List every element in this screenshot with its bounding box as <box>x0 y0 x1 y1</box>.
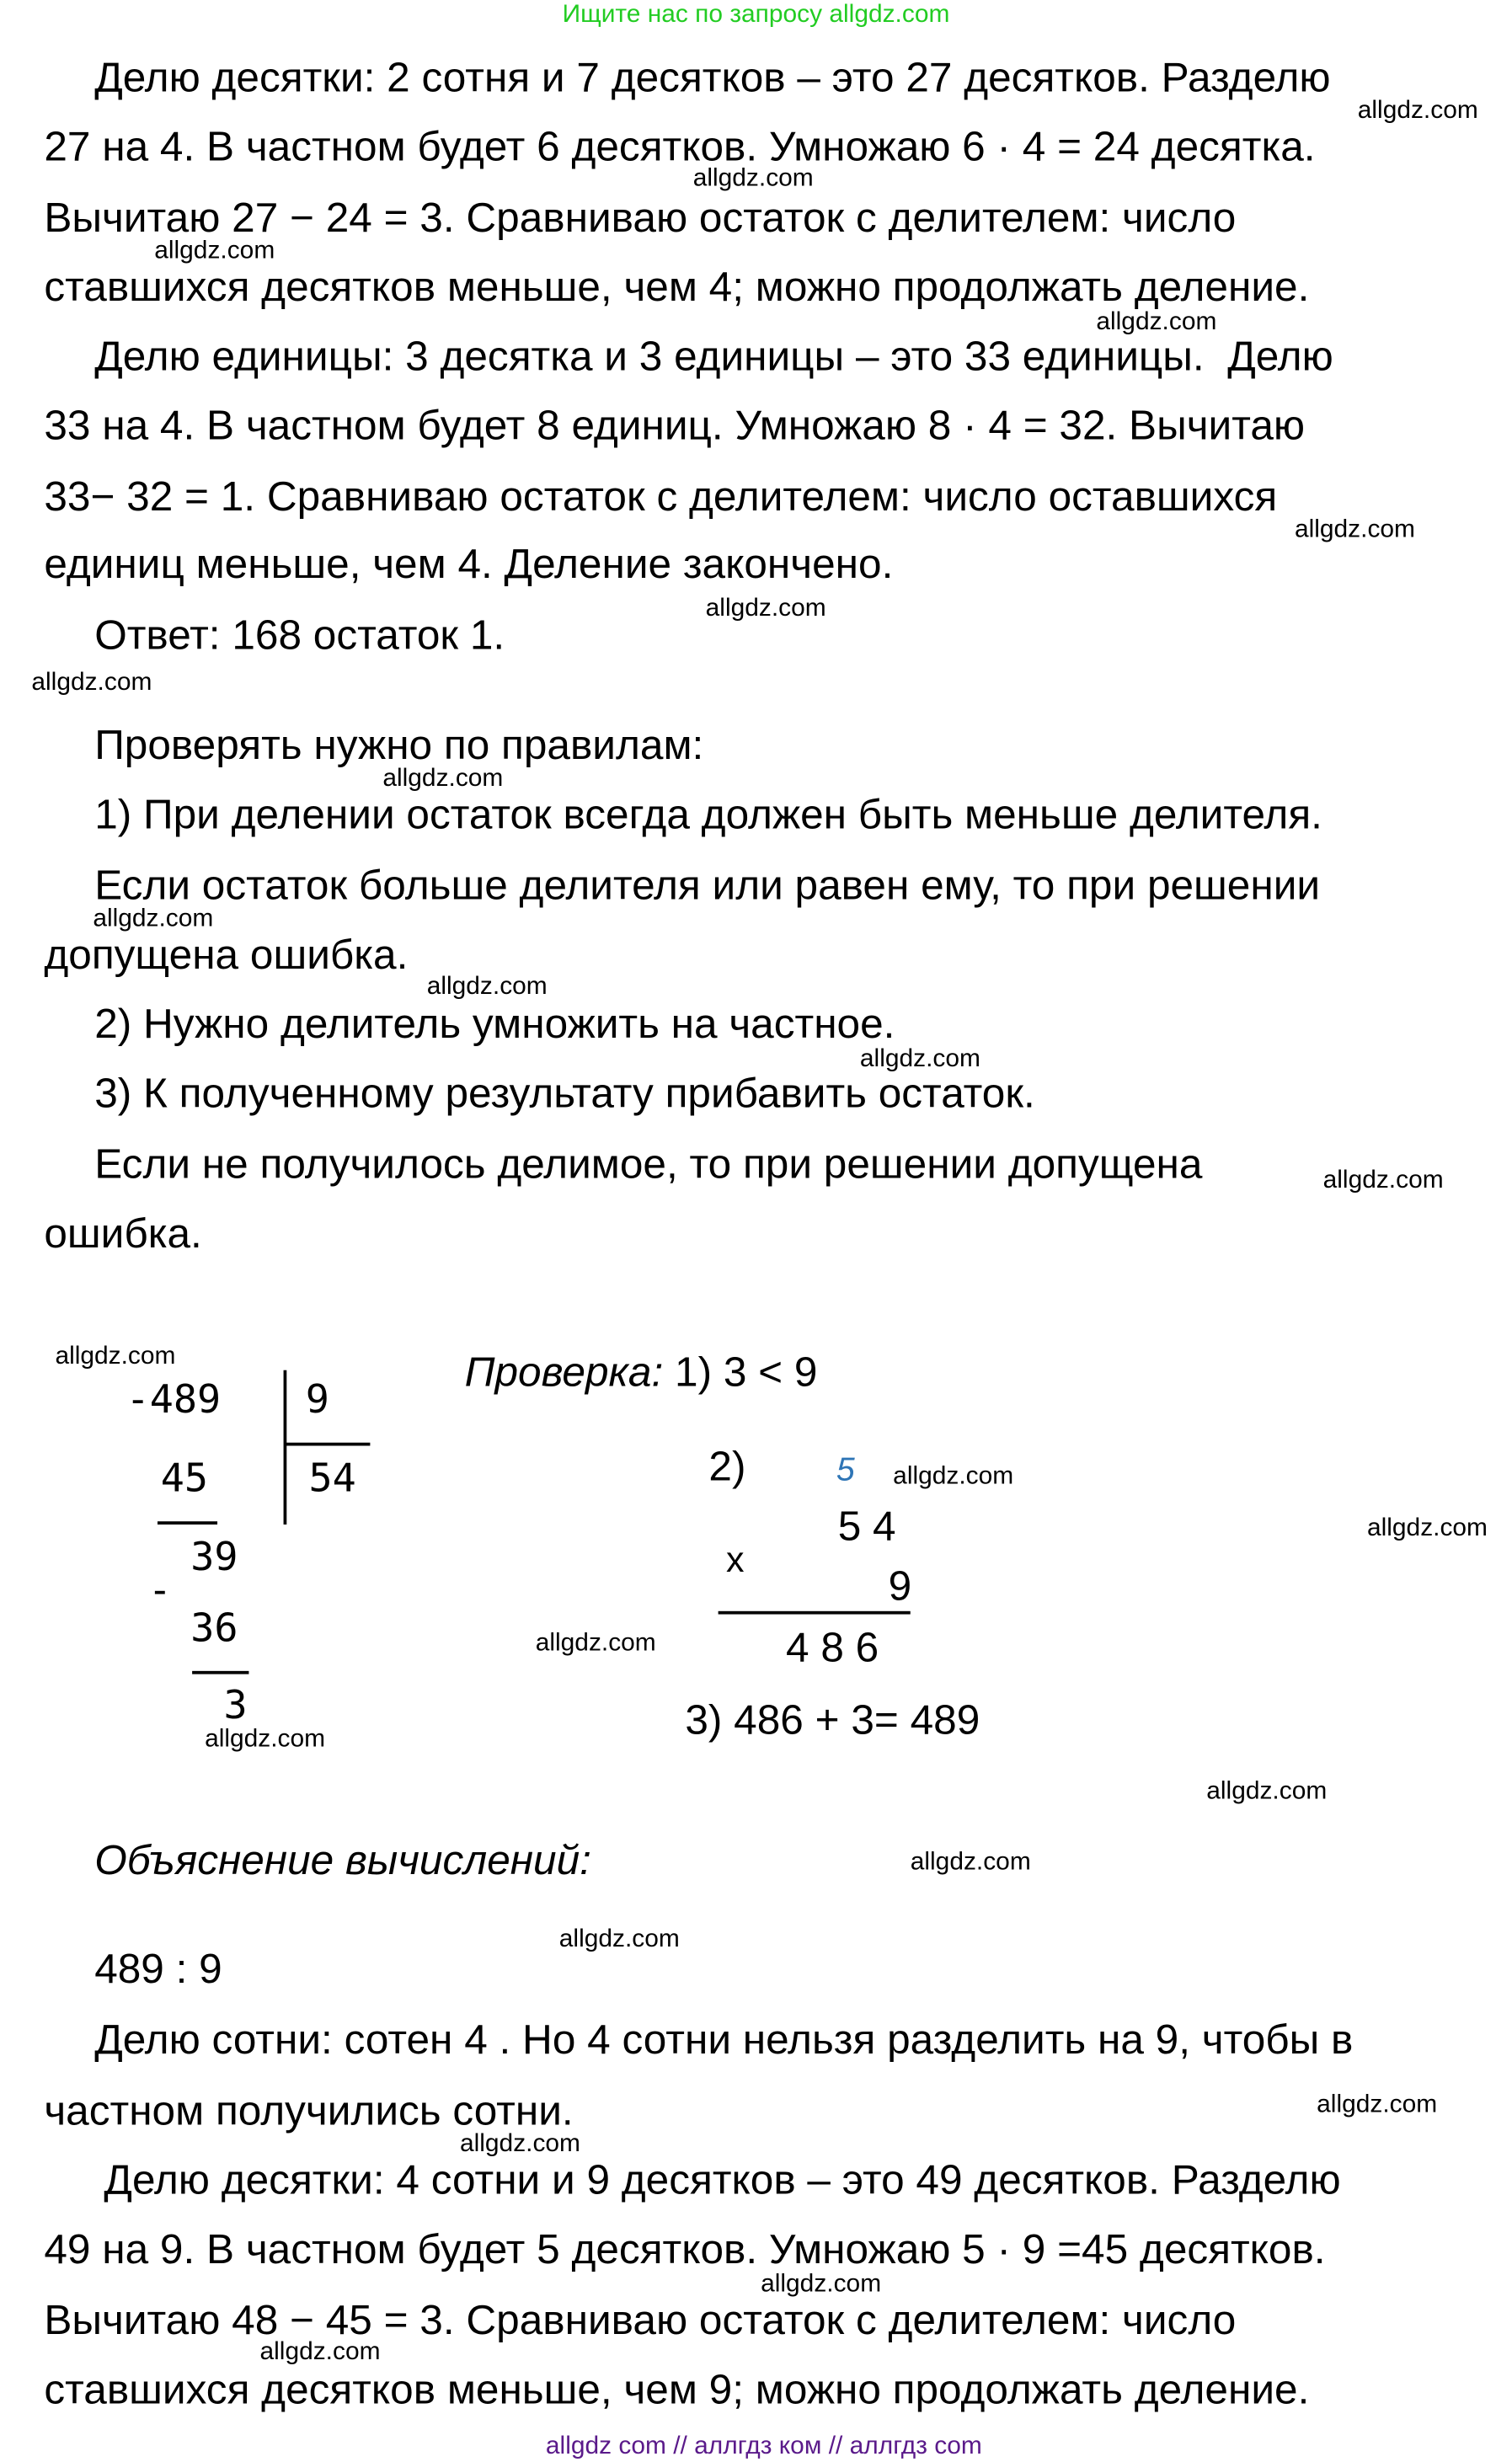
watermark: allgdz.com <box>692 165 814 193</box>
text-line: Вычитаю 48 − 45 = 3. Сравниваю остаток с делителем: число <box>44 2296 1237 2344</box>
rules-heading: Проверять нужно по правилам: <box>94 721 704 769</box>
check-rule-3: 3) 486 + 3= 489 <box>685 1696 980 1744</box>
watermark: allgdz.com <box>154 238 275 265</box>
check-label: Проверка: <box>464 1348 664 1396</box>
division-vertical-line <box>284 1370 287 1525</box>
watermark: allgdz.com <box>893 1463 1014 1490</box>
check-line-1 <box>465 1348 818 1396</box>
division-line <box>192 1671 248 1674</box>
text-line: Делю единицы: 3 десятка и 3 единицы – это 33 единицы. Делю <box>94 332 1333 380</box>
watermark: allgdz.com <box>1294 516 1415 544</box>
division-minus: - <box>147 1567 172 1613</box>
watermark: allgdz.com <box>205 1726 326 1754</box>
text-line: 33 на 4. В частном будет 8 единиц. Умножаю 8 · 4 = 32. Вычитаю <box>44 401 1306 449</box>
text-line: Делю десятки: 4 сотни и 9 десятков – это 49 десятков. Разделю <box>104 2155 1341 2203</box>
watermark: allgdz.com <box>558 1925 680 1953</box>
text-line: 27 на 4. В частном будет 6 десятков. Умножаю 6 · 4 = 24 десятка. <box>44 122 1316 170</box>
text-line: Если остаток больше делителя или равен ему, то при решении <box>94 861 1321 909</box>
watermark: allgdz.com <box>859 1045 980 1073</box>
check-rule-2-label: 2) <box>708 1442 746 1490</box>
text-line: допущена ошибка. <box>44 931 409 979</box>
quotient: 54 <box>308 1455 356 1501</box>
answer-line: Ответ: 168 остаток 1. <box>94 611 505 659</box>
expression: 489 : 9 <box>94 1945 222 1993</box>
text-line: 49 на 9. В частном будет 5 десятков. Умножаю 5 · 9 =45 десятков. <box>44 2225 1326 2273</box>
footer-links[interactable]: allgdz com // аллгдз ком // аллгдз com <box>545 2433 982 2460</box>
watermark: allgdz.com <box>55 1343 176 1370</box>
watermark: allgdz.com <box>1317 2091 1438 2118</box>
multiplication-line <box>719 1611 911 1615</box>
watermark: allgdz.com <box>426 973 548 1001</box>
dividend: -489 <box>126 1376 222 1423</box>
text-line: ставшихся десятков меньше, чем 4; можно продолжать деление. <box>44 263 1310 311</box>
rule-2: 2) Нужно делитель умножить на частное. <box>94 1000 895 1048</box>
watermark: allgdz.com <box>1096 308 1217 336</box>
text-line: Делю сотни: сотен 4 . Но 4 сотни нельзя разделить на 9, чтобы в <box>94 2016 1354 2064</box>
division-line <box>158 1521 217 1525</box>
division-horizontal-line <box>285 1443 370 1446</box>
watermark: allgdz.com <box>1322 1167 1444 1194</box>
text-line: Делю десятки: 2 сотня и 7 десятков – это 27 десятков. Разделю <box>94 53 1331 101</box>
remainder: 3 <box>223 1681 248 1728</box>
watermark: allgdz.com <box>1206 1778 1328 1805</box>
division-step: 45 <box>160 1455 209 1501</box>
watermark: allgdz.com <box>761 2271 882 2299</box>
check-rule-1: 1) 3 < 9 <box>663 1348 818 1396</box>
watermark: allgdz.com <box>382 765 504 793</box>
multiply-sign: x <box>725 1538 745 1580</box>
watermark: allgdz.com <box>259 2338 381 2366</box>
text-line: частном получились сотни. <box>44 2086 574 2134</box>
division-step: 39 <box>190 1534 238 1580</box>
watermark: allgdz.com <box>1366 1514 1488 1542</box>
text-line: Вычитаю 27 − 24 = 3. Сравниваю остаток с делителем: число <box>44 193 1237 242</box>
watermark: allgdz.com <box>910 1849 1031 1876</box>
carry-digit: 5 <box>836 1451 855 1488</box>
explanation-heading: Объяснение вычислений: <box>94 1836 591 1884</box>
multiplicand: 5 4 <box>837 1502 896 1550</box>
text-line: Если не получилось делимое, то при решении допущена <box>94 1140 1203 1188</box>
rule-3: 3) К полученному результату прибавить остаток. <box>94 1069 1035 1117</box>
text-line: ошибка. <box>44 1210 202 1258</box>
divisor: 9 <box>305 1376 329 1423</box>
text-line: 33− 32 = 1. Сравниваю остаток с делителем: число оставшихся <box>44 472 1278 521</box>
text-line: единиц меньше, чем 4. Деление закончено. <box>44 540 894 588</box>
top-banner[interactable]: Ищите нас по запросу allgdz.com <box>562 1 950 29</box>
division-step: 36 <box>190 1605 238 1651</box>
multiplier: 9 <box>888 1562 912 1610</box>
rule-1: 1) При делении остаток всегда должен быть меньше делителя. <box>94 790 1322 838</box>
text-line: ставшихся десятков меньше, чем 9; можно продолжать деление. <box>44 2365 1310 2413</box>
watermark: allgdz.com <box>93 905 214 932</box>
watermark: allgdz.com <box>1357 97 1478 125</box>
watermark: allgdz.com <box>31 669 152 697</box>
watermark: allgdz.com <box>459 2130 580 2158</box>
watermark: allgdz.com <box>535 1630 656 1658</box>
watermark: allgdz.com <box>705 595 826 622</box>
product: 4 8 6 <box>786 1623 879 1671</box>
